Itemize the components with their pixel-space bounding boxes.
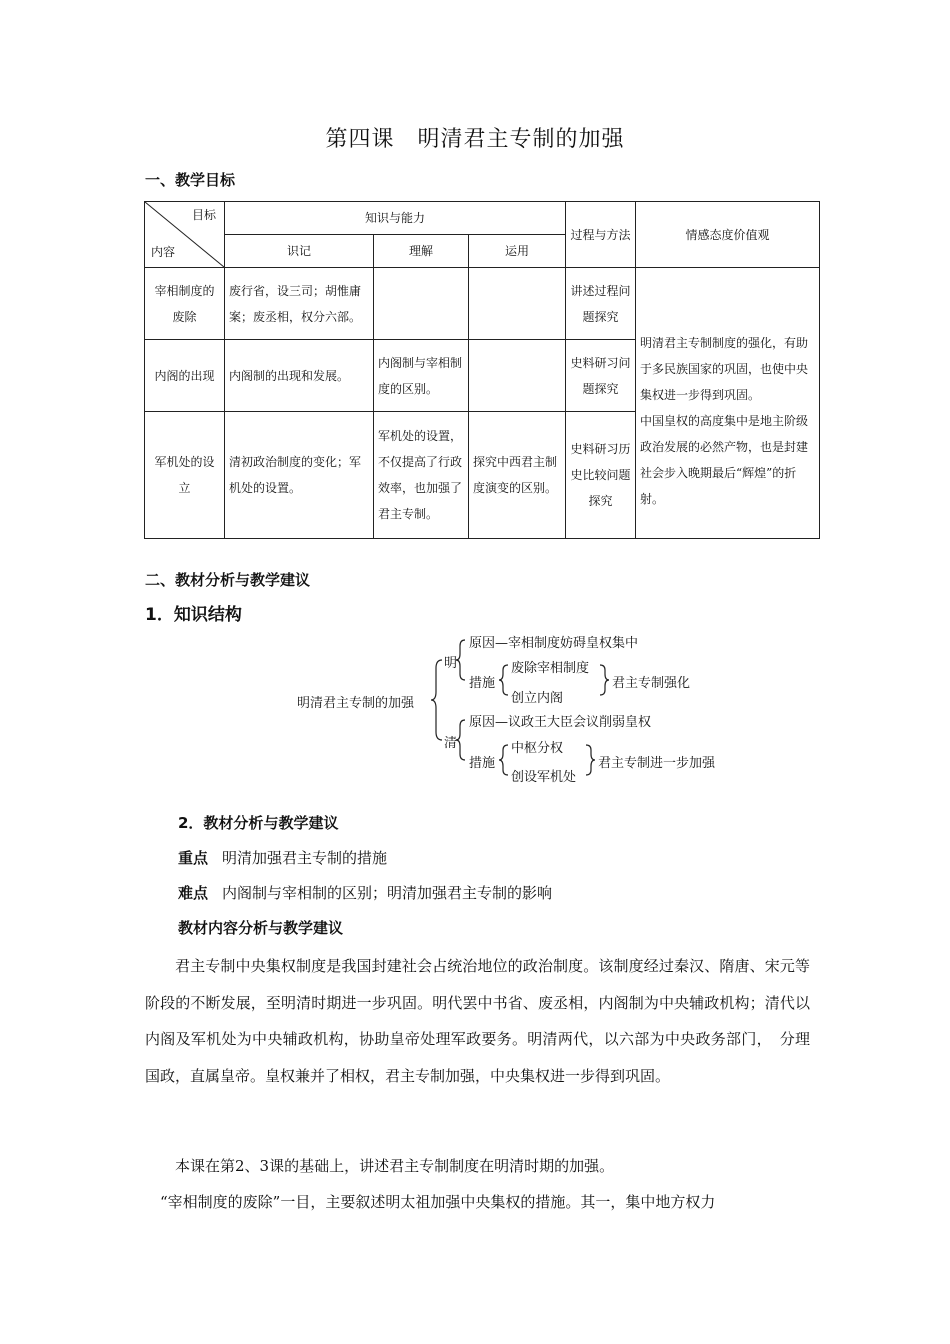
section-heading-goals: 一、教学目标 xyxy=(145,171,236,189)
header-recall: 识记 xyxy=(225,235,374,268)
subsection-heading-analysis: 2．教材分析与教学建议 xyxy=(178,814,339,832)
structure-qing-m2: 创设军机处 xyxy=(511,770,577,785)
body-paragraph-1: 君主专制中央集权制度是我国封建社会占统治地位的政治制度。该制度经过秦汉、隋唐、宋元等阶段的不断发展，至明清时期进一步巩固。明代罢中书省、废丞相，内阁制为中央辅政机构；清代以内阁及军机处为中央辅政机构，协助皇帝处理军政要务。明清两代，以六部为中央政务部门， 分理国政，直属皇帝。皇权兼并了相权，君主专制加强，中央集权进一步得到巩固。 xyxy=(145,957,810,1085)
structure-qing-measure: 措施 xyxy=(469,756,496,771)
row-apply xyxy=(469,340,566,412)
subsection-heading-structure: 1．知识结构 xyxy=(145,605,242,625)
emotion-text-1: 明清君主专制制度的强化，有助于多民族国家的巩固，也使中央集权进一步得到巩固。 xyxy=(640,336,809,402)
difficult-label: 难点 xyxy=(178,884,209,902)
structure-ming-result: 君主专制强化 xyxy=(612,676,691,691)
difficult-text: 内阁制与宰相制的区别；明清加强君主专制的影响 xyxy=(222,884,553,902)
header-knowledge: 知识与能力 xyxy=(225,202,566,235)
header-process: 过程与方法 xyxy=(566,202,636,268)
structure-qing-result: 君主专制进一步加强 xyxy=(598,756,716,771)
body-paragraph-3: “宰相制度的废除”一目，主要叙述明太祖加强中央集权的措施。其一，集中地方权力 xyxy=(160,1193,716,1211)
key-text: 明清加强君主专制的措施 xyxy=(222,849,388,867)
structure-ming-reason: 原因—宰相制度妨碍皇权集中 xyxy=(469,636,639,651)
row-process: 史料研习问题探究 xyxy=(566,340,636,412)
header-apply: 运用 xyxy=(469,235,566,268)
structure-qing-m1: 中枢分权 xyxy=(511,741,564,756)
structure-root: 明清君主专制的加强 xyxy=(297,696,415,711)
structure-ming: 明 xyxy=(444,656,458,671)
teaching-goals-table xyxy=(144,201,820,539)
row-recall: 清初政治制度的变化；军机处的设置。 xyxy=(225,412,374,539)
header-understand: 理解 xyxy=(374,235,469,268)
structure-ming-measure: 措施 xyxy=(469,676,496,691)
section-heading-analysis: 二、教材分析与教学建议 xyxy=(145,571,311,589)
header-emotion: 情感态度价值观 xyxy=(636,202,820,268)
structure-qing-reason: 原因—议政王大臣会议削弱皇权 xyxy=(469,715,652,730)
corner-label-goal: 目标 xyxy=(191,208,216,222)
row-apply: 探究中西君主制度演变的区别。 xyxy=(469,412,566,539)
key-label: 重点 xyxy=(178,849,209,867)
row-recall: 废行省，设三司；胡惟庸案；废丞相，权分六部。 xyxy=(225,268,374,340)
row-process: 讲述过程问题探究 xyxy=(566,268,636,340)
emotion-cell xyxy=(636,268,820,539)
corner-label-content: 内容 xyxy=(151,245,176,259)
row-understand xyxy=(374,268,469,340)
difficult-point xyxy=(178,883,843,903)
key-point xyxy=(178,848,843,868)
row-process: 史料研习历史比较问题探究 xyxy=(566,412,636,539)
page-title: 第四课 明清君主专制的加强 xyxy=(325,127,625,152)
structure-ming-m1: 废除宰相制度 xyxy=(511,661,590,676)
row-content: 军机处的设立 xyxy=(145,412,225,539)
body-paragraph-2: 本课在第2、3课的基础上，讲述君主专制制度在明清时期的加强。 xyxy=(175,1157,615,1175)
row-understand: 军机处的设置，不仅提高了行政效率，也加强了君主专制。 xyxy=(374,412,469,539)
structure-ming-m2: 创立内阁 xyxy=(511,691,564,706)
row-apply xyxy=(469,268,566,340)
table-corner-cell xyxy=(145,202,225,268)
emotion-text-2: 中国皇权的高度集中是地主阶级政治发展的必然产物，也是封建社会步入晚期最后“辉煌”的折射。 xyxy=(640,414,809,506)
structure-qing: 清 xyxy=(444,736,458,751)
table-row xyxy=(145,268,820,340)
row-content: 内阁的出现 xyxy=(145,340,225,412)
analysis-heading: 教材内容分析与教学建议 xyxy=(178,919,344,937)
row-content: 宰相制度的废除 xyxy=(145,268,225,340)
row-understand: 内阁制与宰相制度的区别。 xyxy=(374,340,469,412)
row-recall: 内阁制的出现和发展。 xyxy=(225,340,374,412)
